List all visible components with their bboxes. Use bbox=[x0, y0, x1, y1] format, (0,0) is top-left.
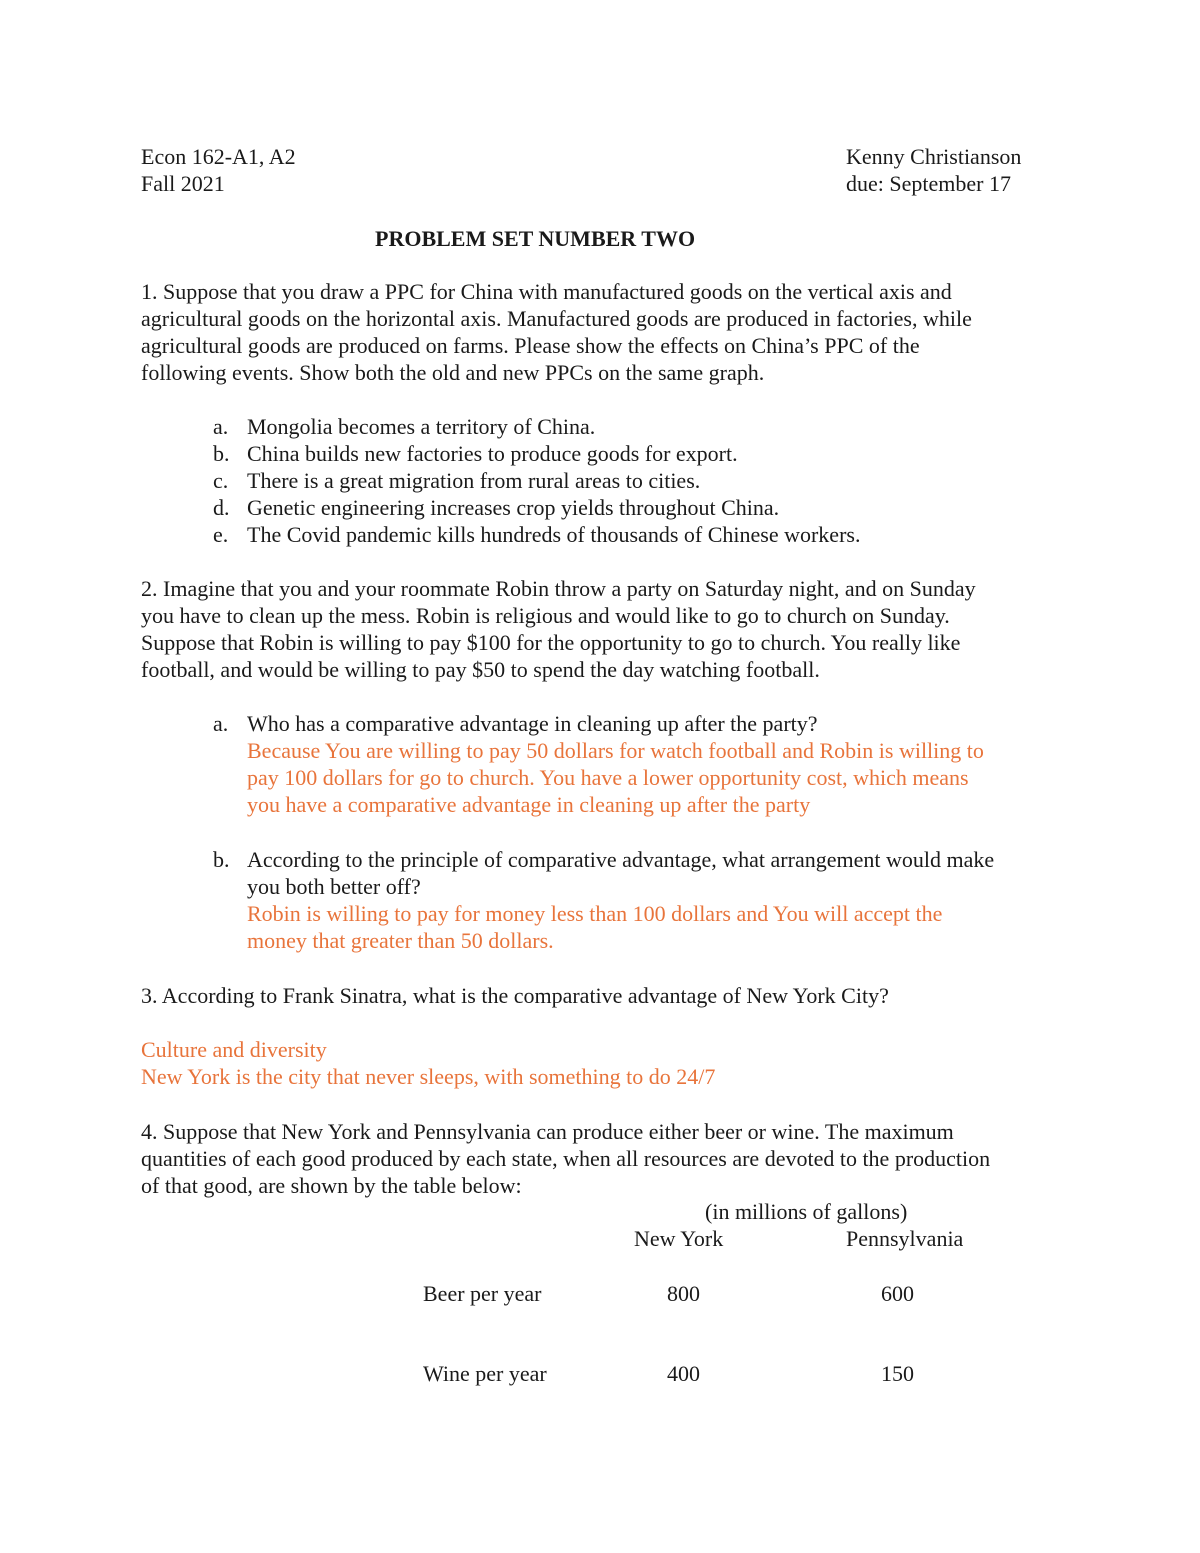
due-date: due: September 17 bbox=[846, 171, 1011, 196]
answer-line: New York is the city that never sleeps, with something to do 24/7 bbox=[141, 1064, 716, 1089]
table-cell: 400 bbox=[667, 1361, 700, 1386]
question-line: you both better off? bbox=[247, 874, 421, 899]
q1-item-c-text: There is a great migration from rural areas to cities. bbox=[247, 468, 701, 493]
question-4-line: quantities of each good produced by each state, when all resources are devoted to the production bbox=[141, 1146, 991, 1171]
question-4 bbox=[141, 1118, 990, 1199]
question-2-line: Suppose that Robin is willing to pay $100 for the opportunity to go to church. You really like bbox=[141, 630, 961, 655]
table-unit-label: (in millions of gallons) bbox=[705, 1199, 908, 1224]
course-code: Econ 162-A1, A2 bbox=[141, 144, 296, 169]
row-label-beer: Beer per year bbox=[423, 1281, 542, 1306]
question-3: 3. According to Frank Sinatra, what is the comparative advantage of New York City? bbox=[141, 983, 889, 1008]
q2-part-a-answer bbox=[247, 737, 984, 818]
column-header-pennsylvania: Pennsylvania bbox=[846, 1226, 964, 1251]
question-1-line: agricultural goods are produced on farms. Please show the effects on China’s PPC of the bbox=[141, 333, 920, 358]
q2-part-a-label: a. bbox=[213, 711, 229, 736]
q1-item-b-label: b. bbox=[213, 441, 230, 466]
q1-item-c-label: c. bbox=[213, 468, 229, 493]
question-2-line: 2. Imagine that you and your roommate Robin throw a party on Saturday night, and on Sunday bbox=[141, 576, 976, 601]
q2-part-b-answer bbox=[247, 900, 942, 954]
answer-line: Robin is willing to pay for money less than 100 dollars and You will accept the bbox=[247, 901, 943, 926]
question-line: According to the principle of comparative advantage, what arrangement would make bbox=[247, 847, 995, 872]
table-cell: 800 bbox=[667, 1281, 700, 1306]
answer-line: Culture and diversity bbox=[141, 1037, 327, 1062]
q2-part-b-label: b. bbox=[213, 847, 230, 872]
q1-item-a-label: a. bbox=[213, 414, 229, 439]
table-cell: 150 bbox=[881, 1361, 914, 1386]
q1-item-e-label: e. bbox=[213, 522, 229, 547]
column-header-new-york: New York bbox=[634, 1226, 724, 1251]
question-2-line: you have to clean up the mess. Robin is religious and would like to go to church on Sunday. bbox=[141, 603, 950, 628]
q2-part-b-question bbox=[247, 846, 994, 900]
q1-item-d-label: d. bbox=[213, 495, 230, 520]
question-2 bbox=[141, 575, 976, 683]
question-1-line: agricultural goods on the horizontal axis. Manufactured goods are produced in factories, while bbox=[141, 306, 972, 331]
q1-item-a-text: Mongolia becomes a territory of China. bbox=[247, 414, 596, 439]
question-1-line: following events. Show both the old and new PPCs on the same graph. bbox=[141, 360, 765, 385]
question-4-line: of that good, are shown by the table below: bbox=[141, 1173, 522, 1198]
question-1 bbox=[141, 278, 972, 386]
term: Fall 2021 bbox=[141, 171, 225, 196]
question-2-line: football, and would be willing to pay $50 to spend the day watching football. bbox=[141, 657, 820, 682]
instructor-name: Kenny Christianson bbox=[846, 144, 1022, 169]
table-cell: 600 bbox=[881, 1281, 914, 1306]
answer-line: pay 100 dollars for go to church. You have a lower opportunity cost, which means bbox=[247, 765, 969, 790]
answer-line: Because You are willing to pay 50 dollars for watch football and Robin is willing to bbox=[247, 738, 984, 763]
question-1-line: 1. Suppose that you draw a PPC for China with manufactured goods on the vertical axis and bbox=[141, 279, 952, 304]
q3-answer bbox=[141, 1036, 715, 1090]
q1-item-b-text: China builds new factories to produce goods for export. bbox=[247, 441, 738, 466]
answer-line: money that greater than 50 dollars. bbox=[247, 928, 554, 953]
q2-part-a-question: Who has a comparative advantage in cleaning up after the party? bbox=[247, 711, 818, 736]
answer-line: you have a comparative advantage in cleaning up after the party bbox=[247, 792, 811, 817]
question-4-line: 4. Suppose that New York and Pennsylvania can produce either beer or wine. The maximum bbox=[141, 1119, 954, 1144]
row-label-wine: Wine per year bbox=[423, 1361, 547, 1386]
q1-item-e-text: The Covid pandemic kills hundreds of thousands of Chinese workers. bbox=[247, 522, 861, 547]
page-title: PROBLEM SET NUMBER TWO bbox=[375, 226, 696, 251]
q1-item-d-text: Genetic engineering increases crop yields throughout China. bbox=[247, 495, 780, 520]
